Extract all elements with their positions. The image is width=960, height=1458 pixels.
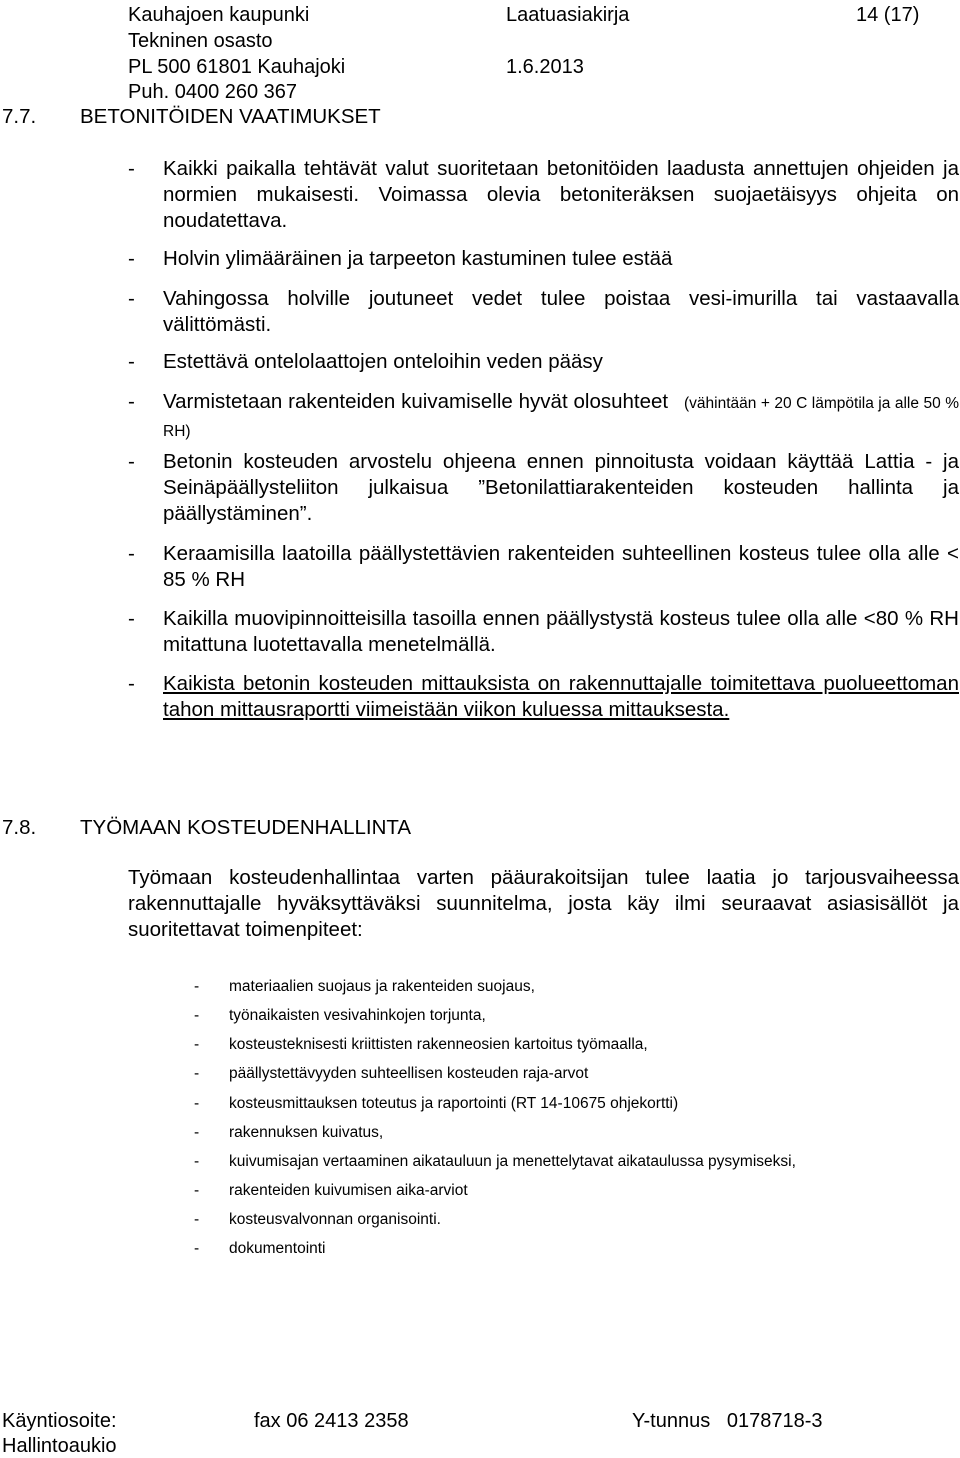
list-item: kosteusmittauksen toteutus ja raportointi (RT 14-10675 ohjekortti) xyxy=(229,1095,679,1112)
list-item: päällystettävyyden suhteellisen kosteuden raja-arvot xyxy=(229,1065,589,1082)
requirement-item: Vahingossa holville joutuneet vedet tulee poistaa vesi-imurilla tai vastaavalla välittömästi. xyxy=(163,287,959,336)
bullet-dash: - xyxy=(128,287,135,310)
header-dept: Tekninen osasto xyxy=(128,30,273,52)
section-78-number: 7.8. xyxy=(2,816,37,839)
list-dash: - xyxy=(194,1095,200,1112)
requirement-item: Holvin ylimääräinen ja tarpeeton kastuminen tulee estää xyxy=(163,247,673,270)
list-dash: - xyxy=(194,1240,200,1257)
requirement-item-underlined: Kaikista betonin kosteuden mittauksista on rakennuttajalle toimitettava puolueettoman tahon mittausraportti viimeistään viikon kuluessa mittauksesta. xyxy=(163,672,959,721)
bullet-dash: - xyxy=(128,247,135,270)
list-item: dokumentointi xyxy=(229,1240,326,1257)
header-org: Kauhajoen kaupunki xyxy=(128,4,310,26)
list-item: rakenteiden kuivumisen aika-arviot xyxy=(229,1182,468,1199)
list-dash: - xyxy=(194,1153,200,1170)
list-item: kosteusteknisesti kriittisten rakenneosien kartoitus työmaalla, xyxy=(229,1036,648,1053)
header-phone: Puh. 0400 260 367 xyxy=(128,81,298,103)
bullet-dash: - xyxy=(128,390,135,413)
footer-visit-value: Hallintoaukio xyxy=(2,1435,117,1457)
requirement-note: (vähintään + 20 C lämpötila ja alle 50 % RH) xyxy=(163,395,959,440)
section-78-intro: Työmaan kosteudenhallintaa varten pääurakoitsijan tulee laatia jo tarjousvaiheessa rakennuttajalle hyväksyttäväksi suunnitelma, josta käy ilmi seuraavat asiasisällöt ja suoritettavat toimenpiteet: xyxy=(128,866,959,941)
footer-fax: fax 06 2413 2358 xyxy=(254,1410,409,1432)
header-date: 1.6.2013 xyxy=(506,56,584,78)
requirement-item: Estettävä ontelolaattojen onteloihin veden pääsy xyxy=(163,350,603,373)
bullet-dash: - xyxy=(128,607,135,630)
list-item: kosteusvalvonnan organisointi. xyxy=(229,1211,441,1228)
list-dash: - xyxy=(194,1065,200,1082)
list-dash: - xyxy=(194,1007,200,1024)
list-item: rakennuksen kuivatus, xyxy=(229,1124,384,1141)
requirement-item: Kaikilla muovipinnoitteisilla tasoilla ennen päällystystä kosteus tulee olla alle <80 % RH mitattuna luotettavalla menetelmällä. xyxy=(163,607,959,656)
footer-business-id: Y-tunnus 0178718-3 xyxy=(632,1410,823,1432)
requirement-item: Keraamisilla laatoilla päällystettävien rakenteiden suhteellinen kosteus tulee olla alle < 85 % RH xyxy=(163,542,959,591)
list-dash: - xyxy=(194,1036,200,1053)
requirement-text: Varmistetaan rakenteiden kuivamiselle hyvät olosuhteet xyxy=(163,390,669,413)
header-page-number: 14 (17) xyxy=(856,4,920,26)
bullet-dash: - xyxy=(128,450,135,473)
list-dash: - xyxy=(194,1182,200,1199)
list-item: työnaikaisten vesivahinkojen torjunta, xyxy=(229,1007,486,1024)
list-dash: - xyxy=(194,1211,200,1228)
requirement-item: Betonin kosteuden arvostelu ohjeena ennen pinnoitusta voidaan käyttää Lattia - ja Seinäpäällysteliiton julkaisua ”Betonilattiarakenteiden kosteuden hallinta ja päällystäminen”. xyxy=(163,450,959,525)
header-doc-type: Laatuasiakirja xyxy=(506,4,630,26)
list-item: materiaalien suojaus ja rakenteiden suojaus, xyxy=(229,978,535,995)
bullet-dash: - xyxy=(128,350,135,373)
section-77-number: 7.7. xyxy=(2,105,37,128)
section-77-title: BETONITÖIDEN VAATIMUKSET xyxy=(80,105,381,128)
list-dash: - xyxy=(194,978,200,995)
header-address: PL 500 61801 Kauhajoki xyxy=(128,56,346,78)
list-dash: - xyxy=(194,1124,200,1141)
list-item: kuivumisajan vertaaminen aikatauluun ja menettelytavat aikataulussa pysymiseksi, xyxy=(229,1153,796,1170)
requirement-item: Kaikki paikalla tehtävät valut suoritetaan betonitöiden laadusta annettujen ohjeiden ja normien mukaisesti. Voimassa olevia betoniteräksen suojaetäisyys ohjeita on noudatettava. xyxy=(163,157,959,232)
bullet-dash: - xyxy=(128,542,135,565)
requirement-item-conditions xyxy=(163,389,959,445)
section-78-title: TYÖMAAN KOSTEUDENHALLINTA xyxy=(80,816,412,839)
bullet-dash: - xyxy=(128,672,135,695)
footer-visit-label: Käyntiosoite: xyxy=(2,1410,117,1432)
bullet-dash: - xyxy=(128,157,135,180)
